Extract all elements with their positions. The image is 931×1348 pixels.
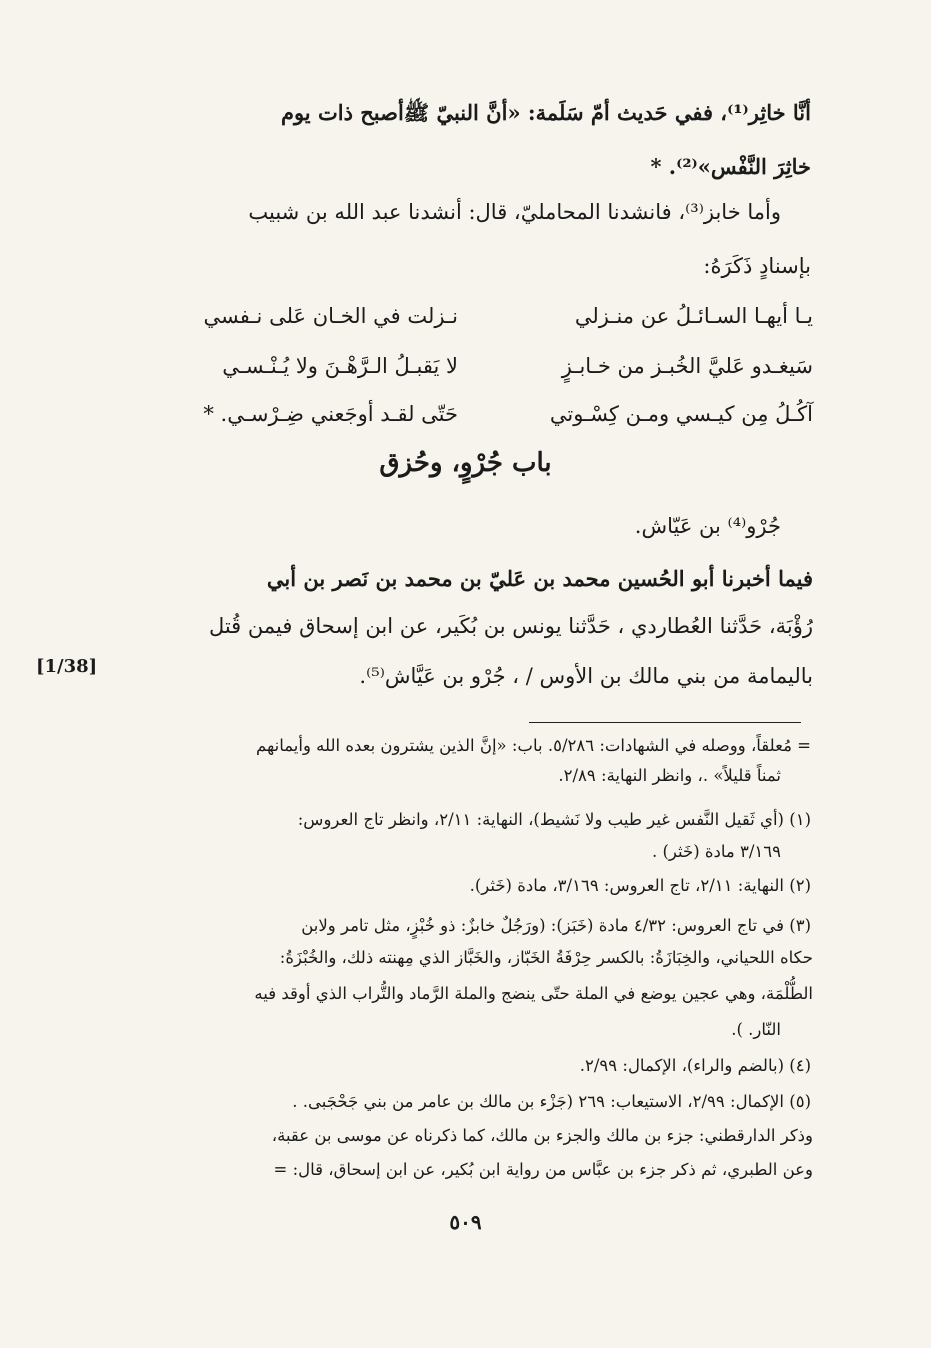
body-line-1: أنَّا خاثِر⁽¹⁾، ففي حَديث أمّ سَلَمة: «أنَّ النبيّ ﷺأصبح ذات يوم xyxy=(280,100,811,125)
body-line-4: بإسنادٍ ذَكَرَهُ: xyxy=(703,254,811,278)
verse-3 xyxy=(118,402,813,426)
verse-1-first-hemistich: يـا أيهـا السـائـلُ عن منـزلي xyxy=(574,304,813,328)
footnote-separator xyxy=(529,722,801,723)
footnote-line: ثمناً قليلاً» .، وانظر النهاية: ٢/٨٩. xyxy=(558,766,781,785)
entry-name-line: جُرْو⁽⁴⁾ بن عَيّاش. xyxy=(634,514,781,538)
footnote-line: (٣) في تاج العروس: ٤/٣٢ مادة (خَبَز): (ورَجُلٌ خابزٌ: ذو خُبْزٍ، مثل تامر ولابن xyxy=(301,916,811,935)
footnote-line: ٣/١٦٩ مادة (خَثر) . xyxy=(651,842,781,861)
isnad-line-2: رُؤْبَة، حَدَّثنا العُطاردي ، حَدَّثنا يونس بن بُكَير، عن ابن إسحاق فيمن قُتل xyxy=(208,614,813,638)
footnote-line: وذكر الدارقطني: جزء بن مالك والجزء بن مالك، كما ذكرناه عن موسى بن عقبة، xyxy=(271,1126,813,1145)
verse-1-second-hemistich: نـزلت في الخـان عَلى نـفسي xyxy=(203,304,458,328)
footnote-line: (٥) الإكمال: ٢/٩٩، الاستيعاب: ٢٦٩ (جَزْء بن مالك بن عامر من بني جَحْجَبى. . xyxy=(292,1092,811,1111)
page-number: ٥٠٩ xyxy=(449,1210,482,1234)
verse-2-first-hemistich: سَيغـدو عَليَّ الخُبـز من خـابـزٍ xyxy=(561,354,813,378)
verse-3-second-hemistich: حَتّى لقـد أوجَعني ضِـرْسـي. * xyxy=(203,402,458,426)
isnad-line-1: فيما أخبرنا أبو الحُسين محمد بن عَليّ بن محمد بن نَصر بن أبي xyxy=(266,566,813,591)
footnote-line: (١) (أي ثَقيل النَّفس غير طيب ولا نَشيط)، النهاية: ٢/١١، وانظر تاج العروس: xyxy=(297,810,811,829)
verse-1 xyxy=(118,304,813,328)
footnote-line: النّار. ). xyxy=(731,1020,781,1039)
footnote-line: حكاه اللحياني، والخِبَازَةُ: بالكسر حِرْفَةُ الخَبّاز، والخَبَّاز الذي مِهنته ذلك، والخُبْزَةُ: xyxy=(279,948,813,967)
verse-2-second-hemistich: لا يَقبـلُ الـرَّهْـنَ ولا يُـنْـسـي xyxy=(222,354,458,378)
footnote-line: = مُعلقاً، ووصله في الشهادات: ٥/٢٨٦. باب: «إنَّ الذين يشترون بعده الله وأيمانهم xyxy=(256,736,811,755)
section-heading: باب جُرْوٍ، وحُزق xyxy=(379,448,552,478)
footnote-line: الطُّلْمَة، وهي عجين يوضع في الملة حتّى ينضج والملة الرَّماد والتُّراب الذي أوقد فيه xyxy=(254,984,813,1003)
verse-3-first-hemistich: آكُـلُ مِن كيـسي ومـن كِسْـوتي xyxy=(549,402,813,426)
footnote-line: (٢) النهاية: ٢/١١، تاج العروس: ٣/١٦٩، مادة (خَثر). xyxy=(469,876,811,895)
verse-2 xyxy=(118,354,813,378)
isnad-line-3: باليمامة من بني مالك بن الأوس / ، جُرْو بن عَيَّاش⁽⁵⁾. xyxy=(359,664,813,688)
body-line-3: وأما خابز⁽³⁾، فانشدنا المحامليّ، قال: أنشدنا عبد الله بن شبيب xyxy=(248,200,781,224)
manuscript-folio-reference: [1/38] xyxy=(36,656,98,677)
footnote-line: (٤) (بالضم والراء)، الإكمال: ٢/٩٩. xyxy=(579,1056,811,1075)
footnote-line: وعن الطبري، ثم ذكر جزء بن عبَّاس من رواية ابن بُكير، عن ابن إسحاق، قال: = xyxy=(273,1160,813,1179)
body-line-2: خاثِرَ النَّفْس»⁽²⁾. * xyxy=(650,154,811,179)
